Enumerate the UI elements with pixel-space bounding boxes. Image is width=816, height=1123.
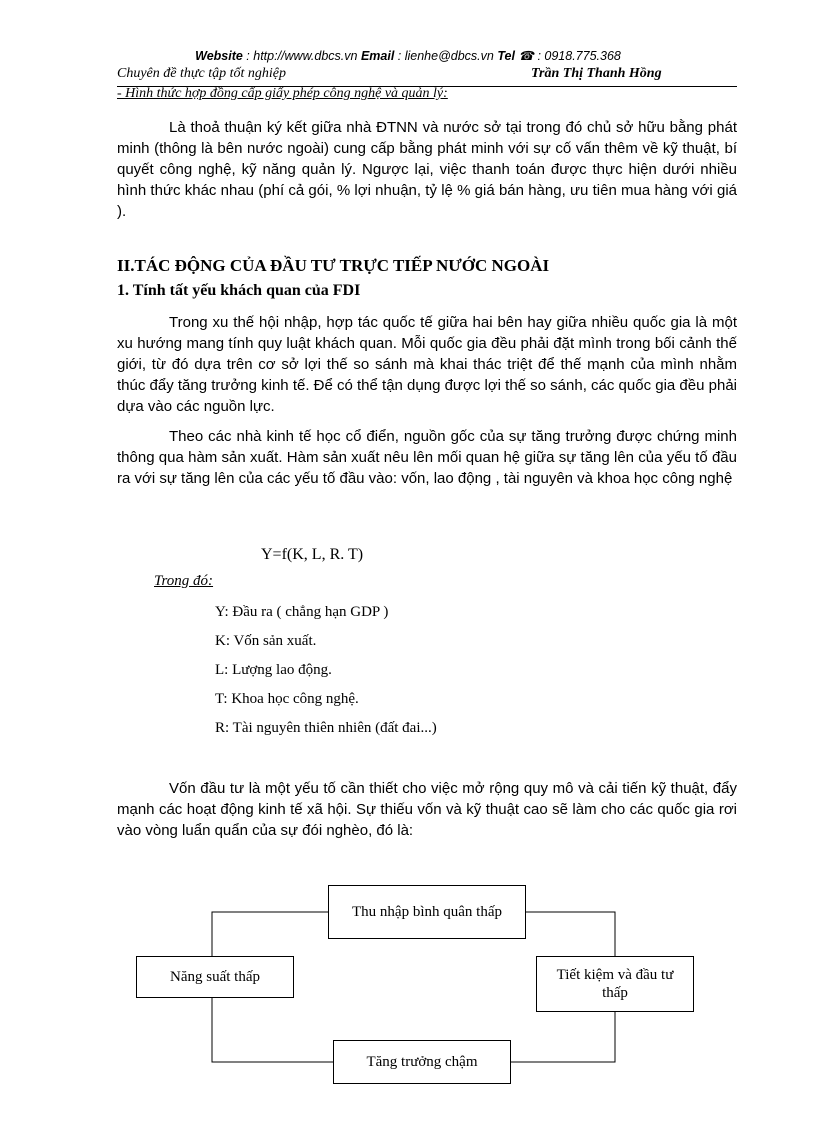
cycle-box-low-savings-investment: Tiết kiệm và đầu tư thấp — [536, 956, 694, 1012]
tel-value: ☎ : 0918.775.368 — [514, 49, 621, 63]
cycle-box-low-productivity: Năng suất thấp — [136, 956, 294, 998]
paragraph-classical-text: Theo các nhà kinh tế học cổ điển, nguồn gốc của sự tăng trưởng được chứng minh thông qua hàm sản xuất. Hàm sản xuất nêu lên mối quan hệ giữa sự tăng lên của yếu tố đầu ra với sự tăng lên của các yếu tố đầu vào: vốn, lao động , tài nguyên và khoa học công nghệ — [117, 428, 737, 487]
email-value[interactable]: : lienhe@dbcs.vn — [394, 49, 498, 63]
connector-bottom-left — [212, 998, 333, 1062]
variable-y: Y: Đầu ra ( chẳng hạn GDP ) — [215, 604, 389, 620]
cycle-box-low-income: Thu nhập bình quân thấp — [328, 885, 526, 939]
production-function-formula: Y=f(K, L, R. T) — [261, 546, 364, 563]
subsection-heading: 1. Tính tất yếu khách quan của FDI — [117, 282, 361, 299]
website-value[interactable]: : http://www.dbcs.vn — [242, 49, 361, 63]
contract-type-subheading: - Hình thức hợp đồng cấp giấy phép công nghệ và quản lý: — [117, 86, 448, 101]
connector-right-bottom — [511, 1012, 615, 1062]
email-label: Email — [360, 49, 395, 63]
paragraph-integration-text: Trong xu thế hội nhập, hợp tác quốc tế giữa hai bên hay giữa nhiều quốc gia là một xu hướng mang tính quy luật khách quan. Mỗi quốc gia đều phải đặt mình trong bối cảnh thế giới, từ đó dựa trên cơ sở lợi thế so sánh mà khai thác triệt để thế mạnh của mình nhằm thúc đẩy tăng trưởng kinh tế. Để có thể tận dụng được lợi thế so sánh, các quốc gia đều phải dựa vào các nguồn lực. — [117, 314, 737, 415]
variable-r: R: Tài nguyên thiên nhiên (đất đai...) — [215, 720, 437, 736]
where-label: Trong đó: — [154, 573, 214, 589]
tel-label: Tel — [497, 49, 515, 63]
website-label: Website — [195, 49, 243, 63]
document-title: Chuyên đề thực tập tốt nghiệp — [117, 66, 286, 81]
paragraph-licensing-text: Là thoả thuận ký kết giữa nhà ĐTNN và nước sở tại trong đó chủ sở hữu bằng phát minh (thông là bên nước ngoài) cung cấp bằng phát minh với sự cố vấn thêm về kỹ thuật, bí quyết công nghệ, kỹ năng quản lý. Ngược lại, việc thanh toán được thực hiện dưới nhiều hình thức khác nhau (phí cả gói, % lợi nhuận, tỷ lệ % giá bán hàng, ưu tiên mua hàng với giá ). — [117, 119, 737, 220]
variable-l: L: Lượng lao động. — [215, 662, 332, 678]
connector-top-left — [212, 912, 328, 956]
variable-t: T: Khoa học công nghệ. — [215, 691, 359, 707]
section-heading: II.TÁC ĐỘNG CỦA ĐẦU TƯ TRỰC TIẾP NƯỚC NGOÀI — [117, 256, 550, 275]
variable-k: K: Vốn sản xuất. — [215, 633, 317, 649]
document-author: Trần Thị Thanh Hồng — [531, 66, 662, 81]
paragraph-investment-text: Vốn đầu tư là một yếu tố cần thiết cho việc mở rộng quy mô và cải tiến kỹ thuật, đẩy mạnh các hoạt động kinh tế xã hội. Sự thiếu vốn và kỹ thuật cao sẽ làm cho các quốc gia rơi vào vòng luẩn quẩn của sự đói nghèo, đó là: — [117, 780, 737, 839]
connector-top-right — [526, 912, 615, 956]
cycle-box-slow-growth: Tăng trưởng chậm — [333, 1040, 511, 1084]
